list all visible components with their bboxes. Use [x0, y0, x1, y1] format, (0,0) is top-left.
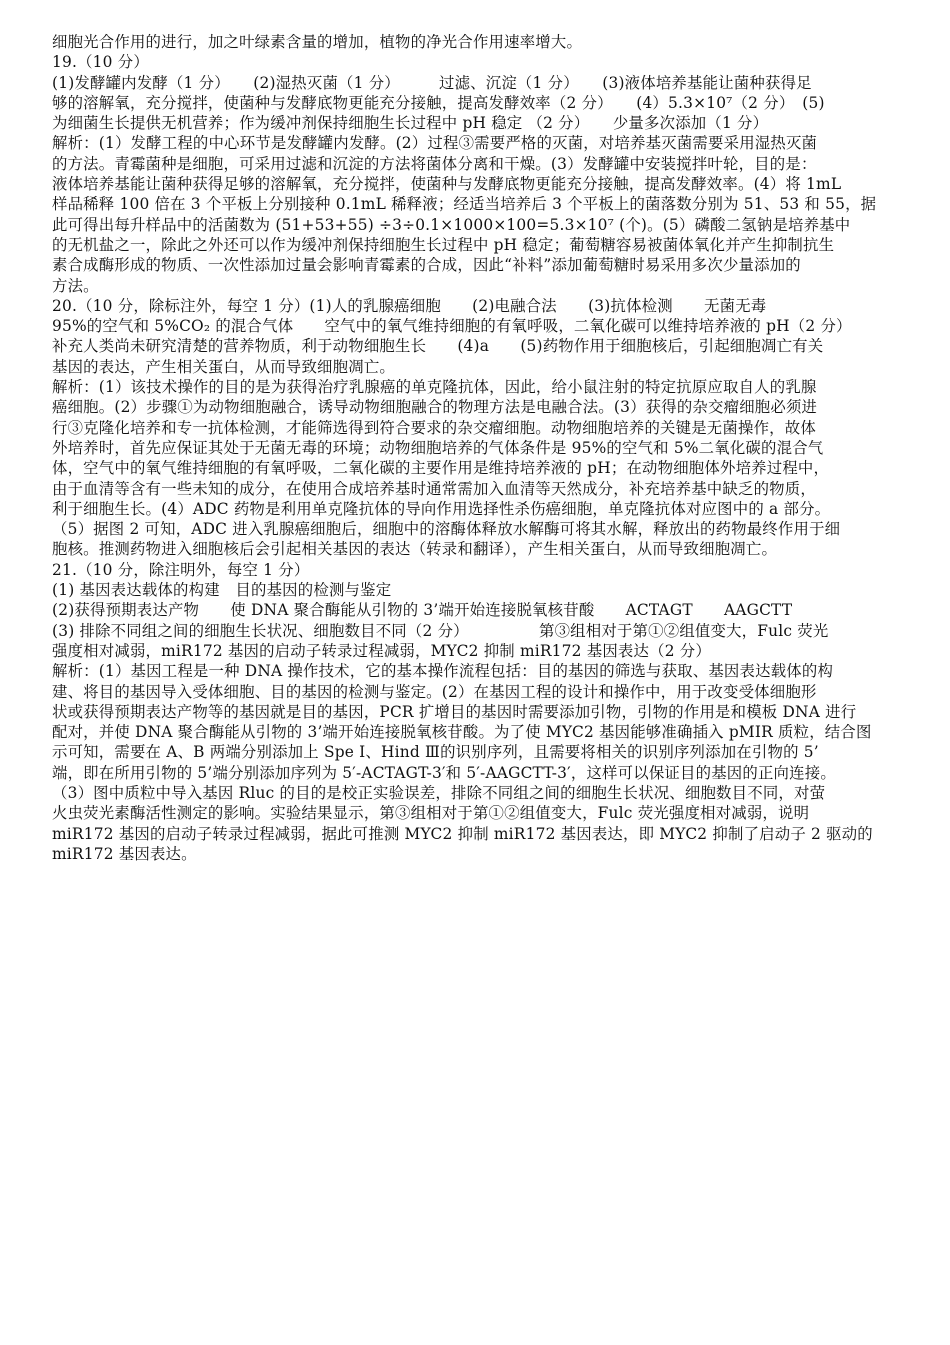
- text-line: 此可得出每升样品中的活菌数为 (51+53+55) ÷3÷0.1×1000×100=5.3×10⁷ (个)。(5）磷酸二氢钠是培养基中: [52, 215, 851, 234]
- text-line: miR172 基因表达。: [52, 844, 197, 863]
- text-line: （5）据图 2 可知，ADC 进入乳腺癌细胞后，细胞中的溶酶体释放水解酶可将其水解，释放出的药物最终作用于细: [52, 520, 841, 539]
- text-line: 癌细胞。(2）步骤①为动物细胞融合，诱导动物细胞融合的物理方法是电融合法。(3）获得的杂交瘤细胞必须进: [52, 398, 818, 417]
- text-line: 液体培养基能让菌种获得足够的溶解氧，充分搅拌，使菌种与发酵底物更能充分接触，提高发酵效率。(4）将 1mL: [52, 175, 842, 194]
- answer-document: [52, 32, 900, 864]
- text-line: 样品稀释 100 倍在 3 个平板上分别接种 0.1mL 稀释液；经适当培养后 3 个平板上的菌落数分别为 51、53 和 55，据: [52, 195, 877, 214]
- text-line: 够的溶解氧，充分搅拌，使菌种与发酵底物更能充分接触，提高发酵效率（2 分） (4）5.3×10⁷（2 分） (5): [52, 93, 825, 112]
- text-line: 方法。: [52, 276, 99, 295]
- text-line: 解析：(1）该技术操作的目的是为获得治疗乳腺癌的单克隆抗体，因此，给小鼠注射的特定抗原应取自人的乳腺: [52, 378, 817, 397]
- text-line: 强度相对减弱，miR172 基因的启动子转录过程减弱，MYC2 抑制 miR172 基因表达（2 分）: [52, 641, 711, 660]
- text-line: 的方法。青霉菌种是细胞，可采用过滤和沉淀的方法将菌体分离和干燥。(3）发酵罐中安装搅拌叶轮，目的是：: [52, 154, 817, 173]
- q19-heading: 19.（10 分）: [52, 53, 149, 72]
- text-line: miR172 基因的启动子转录过程减弱，据此可推测 MYC2 抑制 miR172 基因表达，即 MYC2 抑制了启动子 2 驱动的: [52, 824, 873, 843]
- text-line: 补充人类尚未研究清楚的营养物质，利于动物细胞生长 (4)a (5)药物作用于细胞核后，引起细胞凋亡有关: [52, 337, 824, 356]
- q20-heading: 20.（10 分，除标注外，每空 1 分）(1)人的乳腺癌细胞 (2)电融合法 (3)抗体检测 无菌无毒: [52, 296, 767, 315]
- text-line: 胞核。推测药物进入细胞核后会引起相关基因的表达（转录和翻译），产生相关蛋白，从而导致细胞凋亡。: [52, 540, 778, 559]
- text-line: 示可知，需要在 A、B 两端分别添加上 Spe Ⅰ、Hind Ⅲ的识别序列，且需要将相关的识别序列添加在引物的 5’: [52, 743, 819, 762]
- text-line: 为细菌生长提供无机营养；作为缓冲剂保持细胞生长过程中 pH 稳定 （2 分） 少量多次添加（1 分）: [52, 114, 769, 133]
- text-line: 外培养时，首先应保证其处于无菌无毒的环境；动物细胞培养的气体条件是 95%的空气和 5%二氧化碳的混合气: [52, 438, 824, 457]
- text-line: 的无机盐之一，除此之外还可以作为缓冲剂保持细胞生长过程中 pH 稳定；葡萄糖容易被菌体氧化并产生抑制抗生: [52, 235, 835, 254]
- text-line: 细胞光合作用的进行，加之叶绿素含量的增加，植物的净光合作用速率增大。: [52, 33, 583, 51]
- q21-heading: 21.（10 分，除注明外，每空 1 分）: [52, 560, 310, 579]
- text-line: 配对，并使 DNA 聚合酶能从引物的 3’端开始连接脱氧核苷酸。为了使 MYC2 基因能够准确插入 pMIR 质粒，结合图: [52, 723, 872, 742]
- text-line: 状或获得预期表达产物等的基因就是目的基因，PCR 扩增目的基因时需要添加引物，引物的作用是和模板 DNA 进行: [52, 702, 857, 721]
- text-line: (2)获得预期表达产物 使 DNA 聚合酶能从引物的 3’端开始连接脱氧核苷酸 ACTAGT AAGCTT: [52, 601, 793, 620]
- text-line: 基因的表达，产生相关蛋白，从而导致细胞凋亡。: [52, 357, 395, 376]
- text-line: (3) 排除不同组之间的细胞生长状况、细胞数目不同（2 分） 第③组相对于第①②组值变大，Fulc 荧光: [52, 621, 829, 640]
- text-line: (1)发酵罐内发酵（1 分） (2)湿热灭菌（1 分） 过滤、沉淀（1 分） (3)液体培养基能让菌种获得足: [52, 73, 812, 92]
- text-line: 素合成酶形成的物质、一次性添加过量会影响青霉素的合成，因此“补料”添加葡萄糖时易采用多次少量添加的: [52, 256, 801, 275]
- text-line: 由于血清等含有一些未知的成分，在使用合成培养基时通常需加入血清等天然成分，补充培养基中缺乏的物质，: [52, 479, 816, 498]
- text-line: 建、将目的基因导入受体细胞、目的基因的检测与鉴定。(2）在基因工程的设计和操作中，用于改变受体细胞形: [52, 682, 817, 701]
- text-line: (1) 基因表达载体的构建 目的基因的检测与鉴定: [52, 581, 392, 600]
- text-line: （3）图中质粒中导入基因 Rluc 的目的是校正实验误差，排除不同组之间的细胞生长状况、细胞数目不同，对萤: [52, 783, 826, 802]
- text-line: 体，空气中的氧气维持细胞的有氧呼吸，二氧化碳的主要作用是维持培养液的 pH；在动物细胞体外培养过程中，: [52, 459, 830, 478]
- text-line: 火虫荧光素酶活性测定的影响。实验结果显示，第③组相对于第①②组值变大，Fulc 荧光强度相对减弱，说明: [52, 804, 810, 823]
- text-line: 端，即在所用引物的 5’端分别添加序列为 5′-ACTAGT-3′和 5′-AAGCTT-3′，这样可以保证目的基因的正向连接。: [52, 763, 836, 782]
- text-line: 解析：(1）基因工程是一种 DNA 操作技术，它的基本操作流程包括：目的基因的筛选与获取、基因表达载体的构: [52, 662, 834, 681]
- text-line: 95%的空气和 5%CO₂ 的混合气体 空气中的氧气维持细胞的有氧呼吸，二氧化碳可以维持培养液的 pH（2 分）: [52, 317, 852, 336]
- text-line: 行③克隆化培养和专一抗体检测，才能筛选得到符合要求的杂交瘤细胞。动物细胞培养的关键是无菌操作，故体: [52, 418, 816, 437]
- text-line: 解析：(1）发酵工程的中心环节是发酵罐内发酵。(2）过程③需要严格的灭菌，对培养基灭菌需要采用湿热灭菌: [52, 134, 818, 153]
- text-line: 利于细胞生长。(4）ADC 药物是利用单克隆抗体的导向作用选择性杀伤癌细胞，单克隆抗体对应图中的 a 部分。: [52, 499, 831, 518]
